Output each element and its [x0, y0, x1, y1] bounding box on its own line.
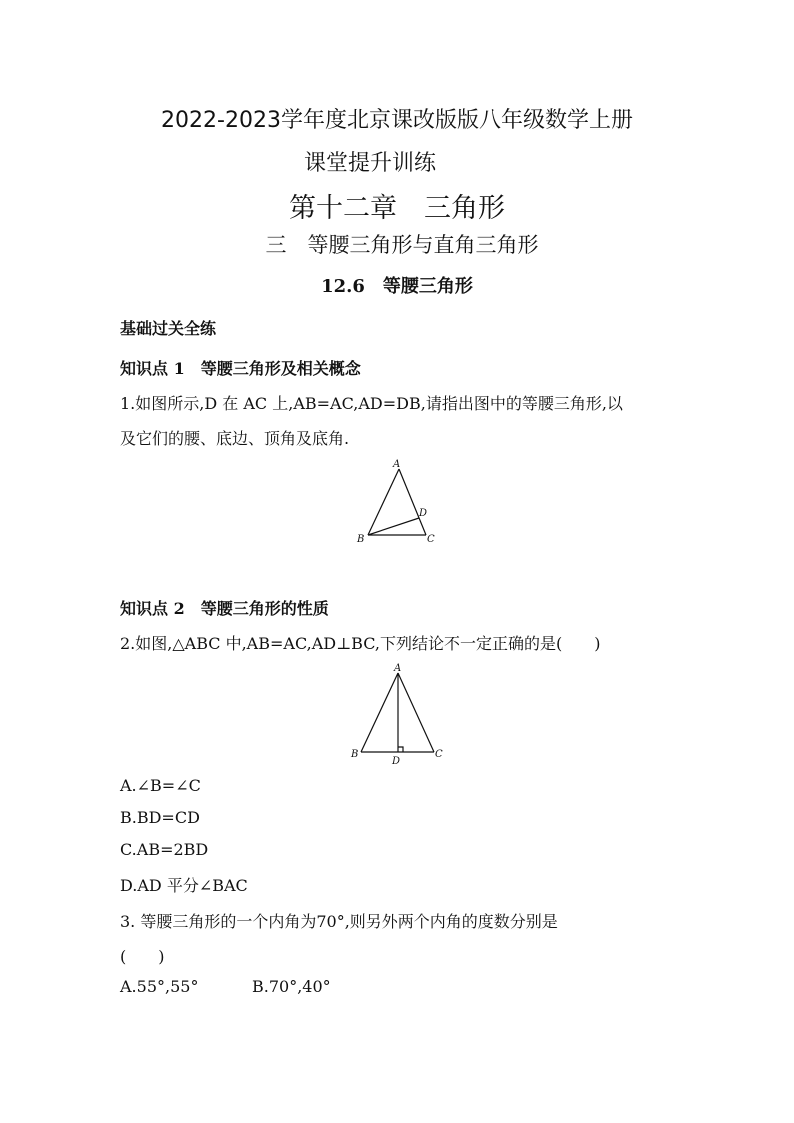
figure-2-label-b: B [351, 749, 359, 760]
segment-ab [368, 469, 399, 535]
question-3-stem: 3. 等腰三角形的一个内角为70°,则另外两个内角的度数分别是 [120, 912, 558, 931]
segment-ab [361, 673, 398, 752]
question-2-option-c: C.AB=2BD [120, 840, 209, 859]
figure-2-triangle-diagram [343, 658, 453, 768]
question-3-option-a: A.55°,55° [120, 977, 199, 996]
subsection-title: 12.6 等腰三角形 [321, 276, 473, 297]
knowledge-point-1-heading: 知识点 1 等腰三角形及相关概念 [120, 359, 361, 378]
question-3-option-b: B.70°,40° [252, 977, 331, 996]
document-subtitle: 课堂提升训练 [303, 151, 436, 176]
figure-1-label-a: A [393, 459, 401, 470]
question-2-option-b: B.BD=CD [120, 808, 200, 827]
segment-ac [398, 673, 434, 752]
figure-1-label-d: D [419, 508, 428, 519]
question-1-line-1: 1.如图所示,D 在 AC 上,AB=AC,AD=DB,请指出图中的等腰三角形,以 [120, 394, 623, 413]
figure-2-label-c: C [435, 749, 443, 760]
document-title: 2022-2023学年度北京课改版版八年级数学上册 [161, 108, 633, 133]
segment-bd [368, 518, 419, 535]
figure-1-label-b: B [357, 534, 365, 545]
figure-1-label-c: C [427, 534, 435, 545]
segment-ac [399, 469, 426, 535]
figure-2-label-d: D [392, 756, 401, 767]
figure-1-triangle-diagram [352, 455, 442, 547]
question-2-option-d: D.AD 平分∠BAC [120, 876, 248, 895]
right-angle-mark [398, 747, 403, 752]
question-2-stem: 2.如图,△ABC 中,AB=AC,AD⊥BC,下列结论不一定正确的是( ) [120, 634, 601, 653]
question-3-answer-parentheses: ( ) [120, 947, 165, 966]
practice-heading: 基础过关全练 [120, 319, 217, 338]
section-title: 三 等腰三角形与直角三角形 [265, 233, 539, 257]
question-1-line-2: 及它们的腰、底边、顶角及底角. [120, 429, 350, 448]
question-2-option-a: A.∠B=∠C [120, 776, 201, 795]
knowledge-point-2-heading: 知识点 2 等腰三角形的性质 [120, 599, 329, 618]
chapter-title: 第十二章 三角形 [289, 193, 505, 224]
figure-2-label-a: A [394, 663, 402, 674]
